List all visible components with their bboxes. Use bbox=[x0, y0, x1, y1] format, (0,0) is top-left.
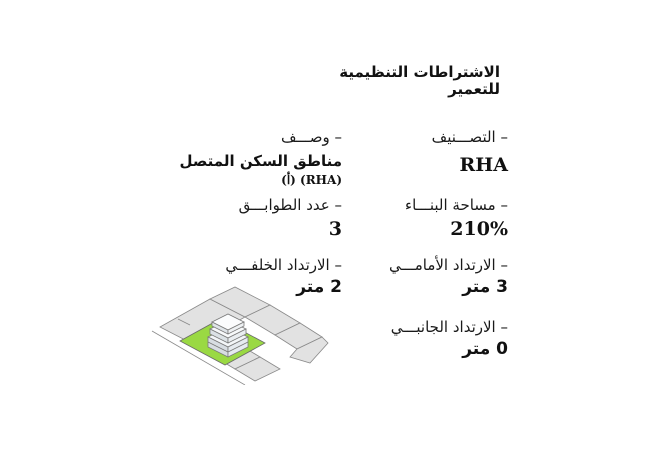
description-value-line-2: (RHA) (أ) bbox=[281, 173, 342, 187]
floors-label: – عدد الطوابـــق bbox=[238, 196, 342, 214]
side-setback-label: – الارتداد الجانبـــي bbox=[390, 318, 508, 336]
dash-marker: – bbox=[500, 128, 508, 146]
dash-marker: – bbox=[500, 196, 508, 214]
front-setback-value: 3 متر bbox=[462, 277, 508, 297]
floors-value: 3 bbox=[328, 218, 342, 240]
dash-marker: – bbox=[500, 318, 508, 336]
description-label: – وصـــف bbox=[281, 128, 342, 146]
dash-marker: – bbox=[334, 256, 342, 274]
description-value-line-1: مناطق السكن المتصل bbox=[179, 152, 342, 170]
front-setback-label: – الارتداد الأمامـــي bbox=[389, 256, 508, 274]
isometric-plot-illustration bbox=[150, 285, 330, 385]
side-setback-value: 0 متر bbox=[462, 339, 508, 359]
building-area-label: – مساحة البنـــاء bbox=[405, 196, 508, 214]
rear-setback-label: – الارتداد الخلفـــي bbox=[225, 256, 342, 274]
dash-marker: – bbox=[334, 196, 342, 214]
classification-label: – التصـــنيف bbox=[431, 128, 508, 146]
dash-marker: – bbox=[334, 128, 342, 146]
dash-marker: – bbox=[500, 256, 508, 274]
building-area-value: 210% bbox=[450, 218, 508, 240]
title-line-1: الاشتراطات التنظيمية bbox=[339, 63, 500, 81]
page-title bbox=[300, 64, 500, 98]
title-line-2: للتعمير bbox=[448, 80, 500, 98]
classification-value: RHA bbox=[459, 154, 508, 176]
rear-setback-value: 2 متر bbox=[296, 277, 342, 297]
